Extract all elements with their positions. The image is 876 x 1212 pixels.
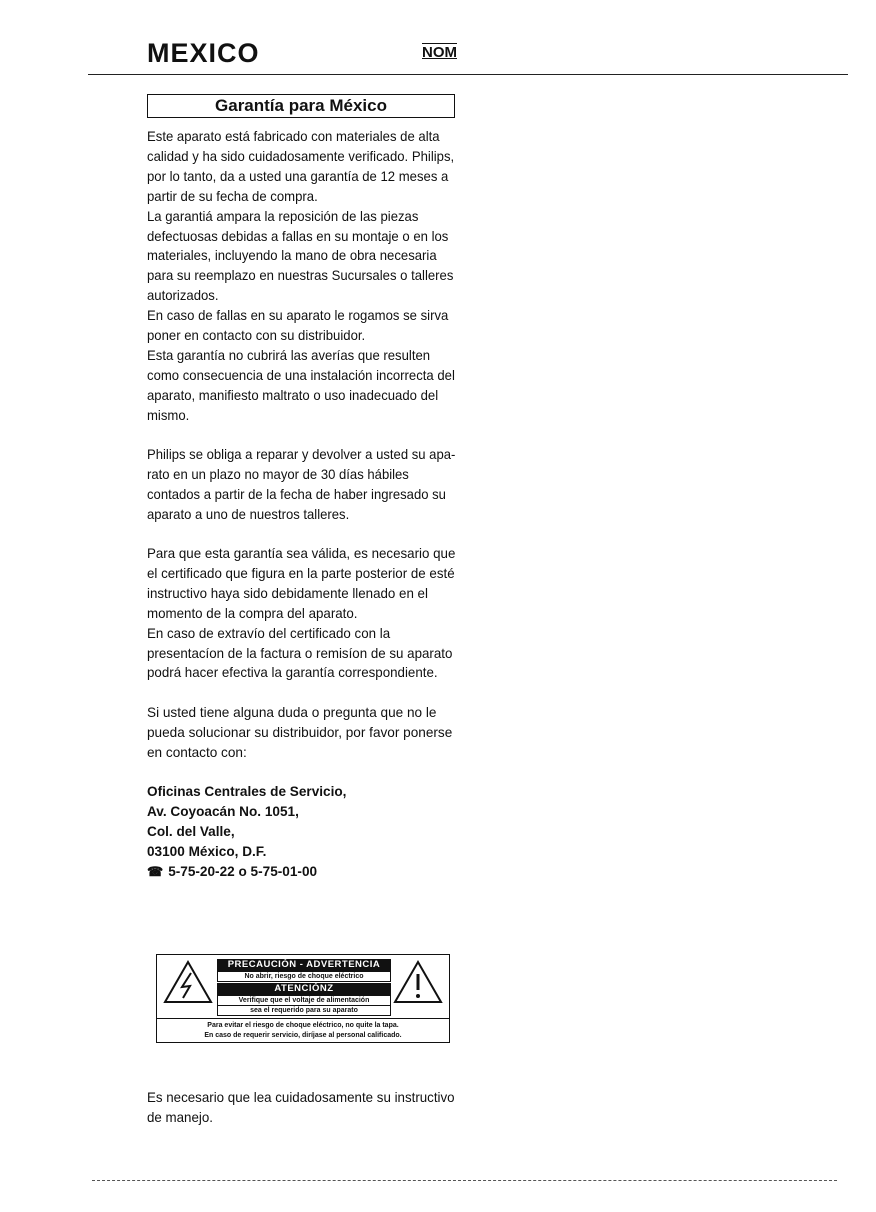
text-line: La garantiá ampara la reposición de las piezas xyxy=(147,208,419,224)
text-line: aparato a uno de nuestros talleres. xyxy=(147,506,350,522)
text-line: podrá hacer efectiva la garantía correspondiente. xyxy=(147,665,438,681)
service-office-address xyxy=(147,782,346,882)
text-line: Si usted tiene alguna duda o pregunta que no le xyxy=(147,705,437,720)
address-line: Av. Coyoacán No. 1051, xyxy=(147,803,299,819)
paragraph-3 xyxy=(147,544,455,683)
text-line: presentacíon de la factura o remisíon de su aparato xyxy=(147,645,453,661)
electric-shock-warning-icon xyxy=(163,960,213,1004)
text-line: momento de la compra del aparato. xyxy=(147,605,358,621)
warning-text-block xyxy=(217,959,391,1016)
text-line: el certificado que figura en la parte posterior de esté xyxy=(147,565,455,581)
attention-title: ATENCIÓNZ xyxy=(217,983,391,995)
text-line: Para que esta garantía sea válida, es necesario que xyxy=(147,546,456,561)
text-line: mismo. xyxy=(147,407,190,423)
text-line: instructivo haya sido debidamente llenado en el xyxy=(147,585,428,601)
page-title: MEXICO xyxy=(147,38,260,68)
text-line: pueda solucionar su distribuidor, por favor ponerse xyxy=(147,724,453,740)
text-line: aparato, manifiesto maltrato o uso inadecuado del xyxy=(147,387,439,403)
text-line: como consecuencia de una instalación incorrecta del xyxy=(147,367,455,383)
text-line: En caso de fallas en su aparato le rogamos se sirva xyxy=(147,308,449,324)
header-rule xyxy=(88,74,848,75)
address-line: Oficinas Centrales de Servicio, xyxy=(147,784,347,799)
text-line: de manejo. xyxy=(147,1109,213,1125)
text-line: autorizados. xyxy=(147,288,219,304)
paragraph-2 xyxy=(147,445,455,525)
warning-label xyxy=(156,954,450,1043)
telephone-icon: ☎ xyxy=(147,863,164,879)
warning-footer-line: En caso de requerir servicio, diríjase al personal calificado. xyxy=(204,1032,402,1039)
closing-paragraph xyxy=(147,1088,455,1128)
paragraph-4 xyxy=(147,703,452,763)
warning-line: sea el requerido para su aparato xyxy=(217,1006,391,1016)
section-title: Garantía para México xyxy=(147,94,455,118)
warning-line: No abrir, riesgo de choque eléctrico xyxy=(217,971,391,982)
paragraph-1 xyxy=(147,127,455,426)
text-line: partir de su fecha de compra. xyxy=(147,188,318,204)
text-line: calidad y ha sido cuidadosamente verificado. Philips, xyxy=(147,148,455,164)
phone-line xyxy=(147,862,346,882)
address-line: 03100 México, D.F. xyxy=(147,843,267,859)
text-line: contados a partir de la fecha de haber ingresado su xyxy=(147,486,446,502)
nom-mark: NOM xyxy=(422,44,457,61)
warning-title: PRECAUCIÓN - ADVERTENCIA xyxy=(217,959,391,971)
phone-numbers: 5-75-20-22 o 5-75-01-00 xyxy=(168,863,318,879)
text-line: materiales, incluyendo la mano de obra necesaria xyxy=(147,248,437,264)
text-line: Es necesario que lea cuidadosamente su instructivo xyxy=(147,1090,455,1105)
text-line: por lo tanto, da a usted una garantía de 12 meses a xyxy=(147,168,449,184)
text-line: En caso de extravío del certificado con la xyxy=(147,625,391,641)
text-line: Esta garantía no cubrirá las averías que resulten xyxy=(147,347,431,363)
footer-rule xyxy=(92,1180,837,1181)
text-line: Este aparato está fabricado con materiales de alta xyxy=(147,129,440,144)
exclamation-warning-icon xyxy=(393,960,443,1004)
warning-line: Verifique que el voltaje de alimentación xyxy=(217,995,391,1006)
text-line: defectuosas debidas a fallas en su montaje o en los xyxy=(147,228,449,244)
warning-footer-line: Para evitar el riesgo de choque eléctrico, no quite la tapa. xyxy=(207,1022,399,1029)
warning-footer xyxy=(157,1018,449,1042)
text-line: Philips se obliga a reparar y devolver a usted su apa- xyxy=(147,447,456,462)
text-line: para su reemplazo en nuestras Sucursales o talleres xyxy=(147,268,454,284)
address-line: Col. del Valle, xyxy=(147,823,235,839)
text-line: rato en un plazo no mayor de 30 días hábiles xyxy=(147,466,409,482)
text-line: poner en contacto con su distribuidor. xyxy=(147,328,366,344)
text-line: en contacto con: xyxy=(147,744,247,760)
